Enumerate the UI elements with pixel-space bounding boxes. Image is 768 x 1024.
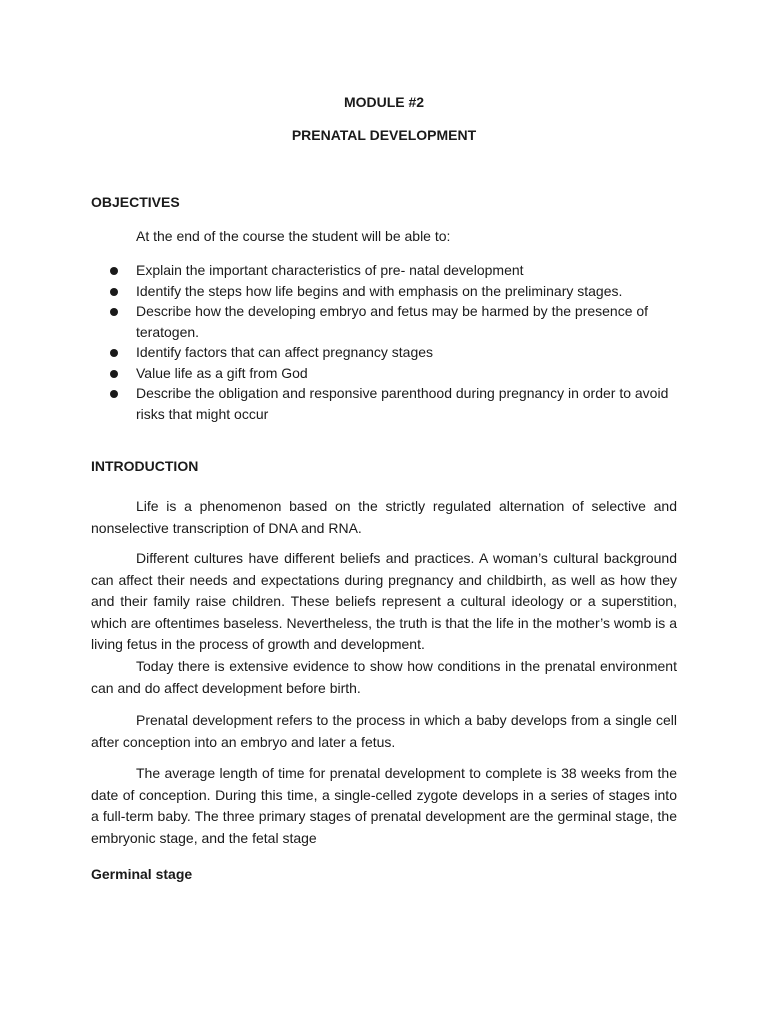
objectives-heading: OBJECTIVES bbox=[91, 194, 180, 210]
germinal-stage-heading: Germinal stage bbox=[91, 866, 193, 882]
objective-text: Identify the steps how life begins and with emphasis on the preliminary stages. bbox=[136, 282, 623, 299]
bullet-icon bbox=[110, 308, 118, 316]
objective-text: Describe how the developing embryo and fetus may be harmed by the presence of teratogen. bbox=[136, 303, 649, 340]
list-item bbox=[110, 260, 680, 281]
bullet-icon bbox=[110, 390, 118, 398]
list-item bbox=[110, 383, 680, 424]
module-title: PRENATAL DEVELOPMENT bbox=[291, 127, 477, 143]
intro-paragraph: The average length of time for prenatal development to complete is 38 weeks from the date of conception. During this time, a single-celled zygote develops in a series of stages into a full-term baby. The three primary stages of prenatal development are the germinal stage, the embryonic stage, and the fetal stage bbox=[91, 765, 677, 846]
module-number: MODULE #2 bbox=[343, 94, 425, 110]
objectives-lead: At the end of the course the student will be able to: bbox=[136, 228, 451, 244]
bullet-icon bbox=[110, 370, 118, 378]
objectives-list bbox=[110, 260, 680, 424]
intro-paragraph: Different cultures have different beliefs and practices. A woman’s cultural background can affect their needs and expectations during pregnancy and childbirth, as well as how they and their family raise children. These beliefs represent a cultural ideology or a superstition, which are oftentimes baseless. Nevertheless, the truth is that the life in the mother’s womb is a living fetus in the process of growth and development. bbox=[91, 550, 677, 652]
objective-text: Explain the important characteristics of pre- natal development bbox=[136, 262, 524, 278]
list-item bbox=[110, 281, 680, 302]
objective-text: Describe the obligation and responsive parenthood during pregnancy in order to avoid risks that might occur bbox=[136, 385, 669, 422]
bullet-icon bbox=[110, 288, 118, 296]
objective-text: Identify factors that can affect pregnancy stages bbox=[136, 344, 434, 360]
intro-paragraph: Life is a phenomenon based on the strictly regulated alternation of selective and nonselective transcription of DNA and RNA. bbox=[91, 498, 677, 536]
objective-text: Value life as a gift from God bbox=[136, 364, 308, 381]
list-item bbox=[110, 342, 680, 363]
list-item bbox=[110, 363, 680, 384]
bullet-icon bbox=[110, 349, 118, 357]
introduction-heading: INTRODUCTION bbox=[91, 458, 199, 474]
intro-paragraph: Today there is extensive evidence to show how conditions in the prenatal environment can and do affect development before birth. bbox=[91, 658, 677, 696]
bullet-icon bbox=[110, 267, 118, 275]
list-item bbox=[110, 301, 680, 342]
intro-paragraph: Prenatal development refers to the process in which a baby develops from a single cell after conception into an embryo and later a fetus. bbox=[91, 712, 677, 750]
